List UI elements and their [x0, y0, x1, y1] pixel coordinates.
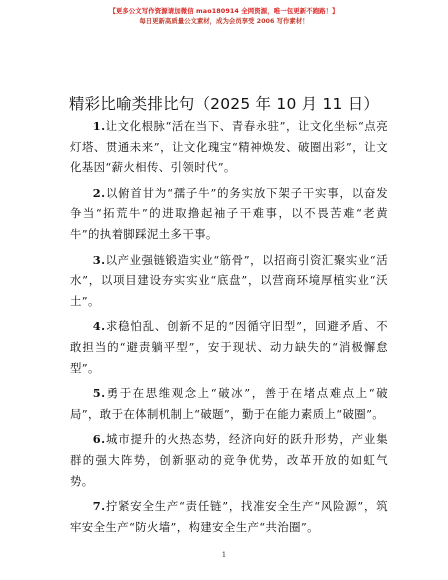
- item-number: 1.: [92, 119, 106, 133]
- item-text: 让文化根脉“活在当下、青春永驻”，让文化坐标“点亮灯塔、贯通未来”，让文化瑰宝“精神焕发、破圈出彩”，让文化基因“薪火相传、引领时代”。: [70, 119, 388, 175]
- item-number: 5.: [92, 386, 106, 401]
- item-text: 勇于在思维观念上“破冰”，善于在堵点难点上“破局”，敢于在体制机制上“破题”，勤于在能力素质上“破圈”。: [70, 386, 388, 421]
- list-item: [70, 383, 388, 424]
- sentence-list: [70, 116, 388, 542]
- item-text: 拧紧安全生产“责任链”，找准安全生产“风险源”，筑牢安全生产“防火墙”，构建安全生产“共治圈”。: [70, 499, 388, 534]
- banner-promo-line: 【更多公文写作资源请加微信 mao180914 全网资源，唯一包更新不跑路！】: [109, 7, 339, 15]
- item-number: 2.: [92, 185, 106, 200]
- list-item: [70, 250, 388, 312]
- header-banner: [0, 6, 448, 26]
- item-number: 6.: [92, 432, 106, 447]
- item-text: 以产业强链锻造实业“筋骨”，以招商引资汇聚实业“活水”，以项目建设夯实实业“底盘”，以营商环境厚植实业“沃土”。: [70, 252, 388, 308]
- item-number: 4.: [92, 319, 106, 334]
- list-item: [70, 183, 388, 245]
- item-text: 以俯首甘为“孺子牛”的务实放下架子干实事，以奋发争当“拓荒牛”的进取撸起袖子干难事，以不畏苦难“老黄牛”的执着脚踩泥土多干事。: [70, 185, 388, 241]
- list-item: [70, 116, 388, 178]
- item-number: 3.: [92, 252, 106, 267]
- item-text: 求稳怕乱、创新不足的“因循守旧型”，回避矛盾、不敢担当的“避责躺平型”，安于现状、动力缺失的“消极懈怠型”。: [70, 319, 388, 375]
- item-number: 7.: [92, 499, 106, 514]
- item-text: 城市提升的火热态势，经济向好的跃升形势，产业集群的强大阵势，创新驱动的竞争优势，改革开放的如虹气势。: [70, 432, 388, 488]
- banner-membership-line: 每日更新高质量公文素材，成为会员享受 2006 写作素材！: [139, 17, 309, 25]
- list-item: [70, 316, 388, 378]
- list-item: [70, 496, 388, 537]
- document-title: 精彩比喻类排比句（2025 年 10 月 11 日）: [68, 95, 380, 113]
- page-number: 1: [221, 551, 227, 559]
- list-item: [70, 429, 388, 491]
